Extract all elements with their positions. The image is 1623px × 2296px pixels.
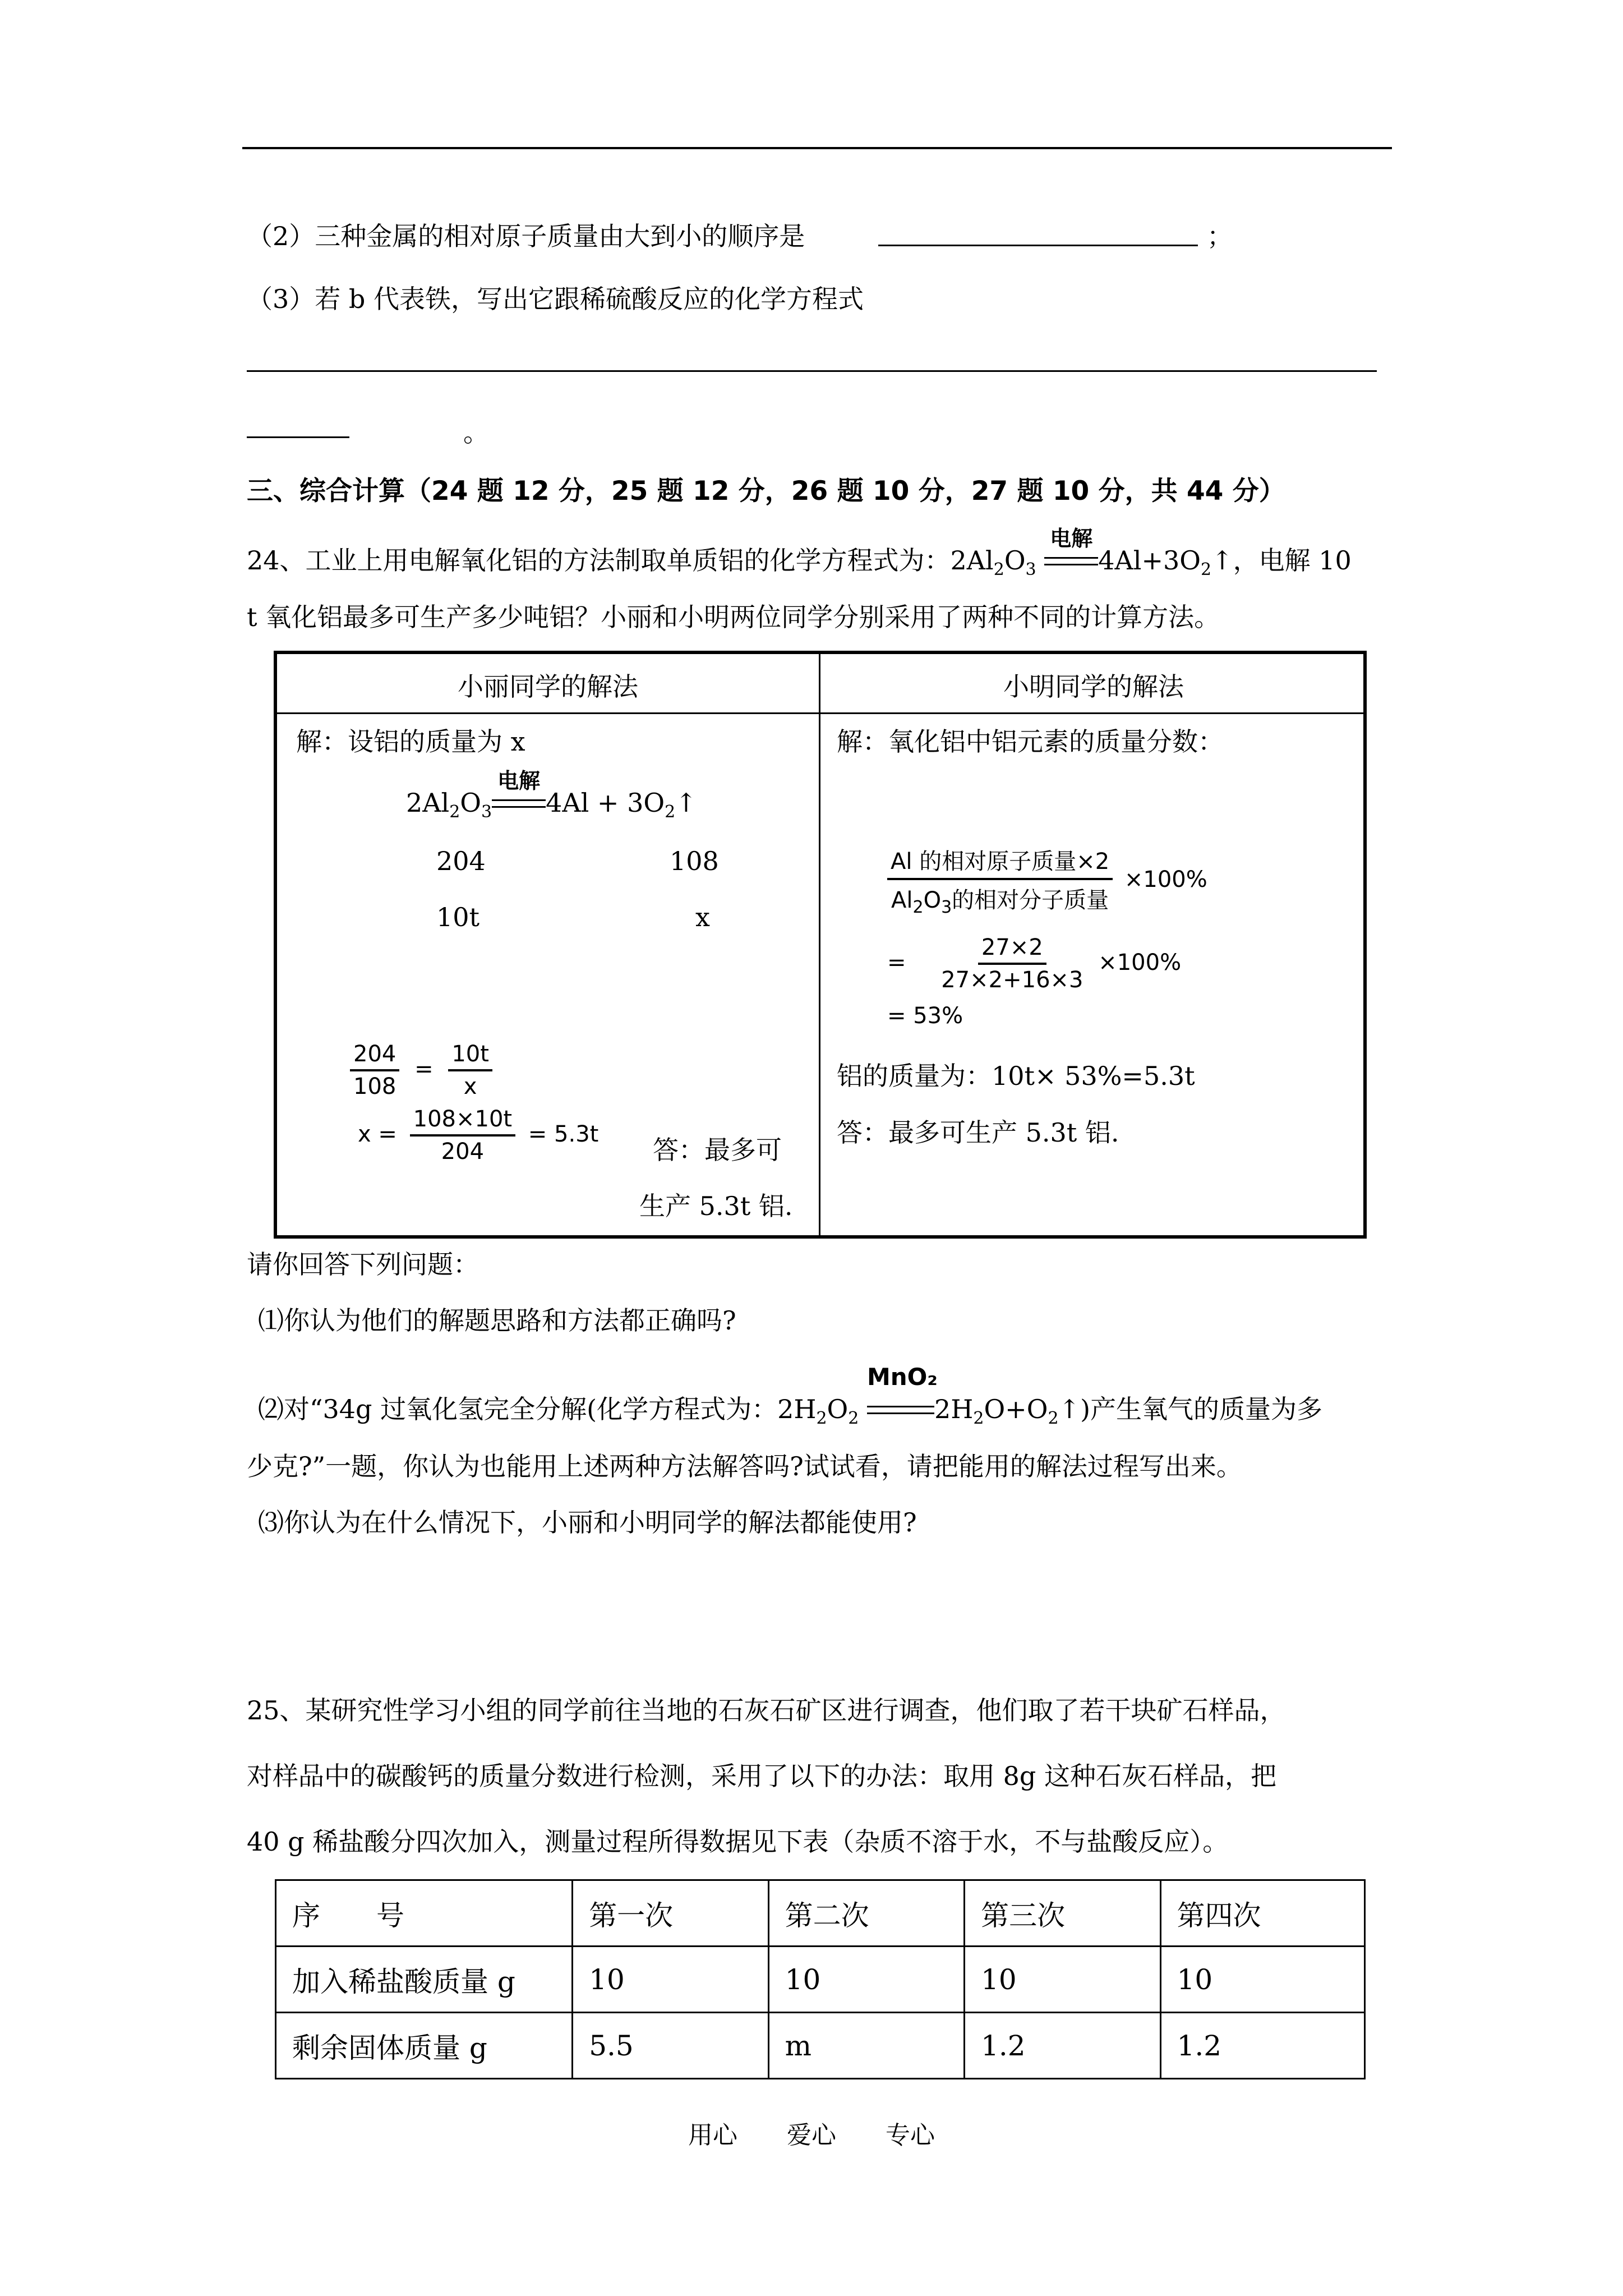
xiaoli-mass-2: 108 — [670, 846, 719, 876]
table-header-row — [276, 1880, 1365, 1947]
q24-prompt: 请你回答下列问题： — [247, 1249, 479, 1280]
xiaoli-mass-1: 204 — [436, 846, 486, 876]
q24-intro-line2: t 氧化铝最多可生产多少吨铝？小丽和小明两位同学分别采用了两种不同的计算方法。 — [247, 602, 1220, 632]
table-cell: 5.5 — [573, 2013, 768, 2079]
xiaoli-answer-1: 答：最多可 — [653, 1135, 782, 1165]
xiaoli-let: 解：设铝的质量为 x — [296, 726, 525, 757]
q23-answer-line-2 — [247, 436, 349, 438]
table-cell: 10 — [965, 1947, 1160, 2013]
electrolysis-condition-2: 电解 — [492, 794, 546, 816]
methods-table — [274, 651, 1367, 1239]
header-cell: 第三次 — [965, 1880, 1160, 1947]
xiaoli-given-1: 10t — [436, 902, 480, 932]
page-footer: 用心 爱心 专心 — [688, 2121, 935, 2150]
q25-line2: 对样品中的碳酸钙的质量分数进行检测，采用了以下的办法：取用 8g 这种石灰石样品，把 — [247, 1761, 1276, 1791]
q25-data-table — [275, 1879, 1366, 2079]
xiaoming-result: = 53% — [887, 1003, 963, 1029]
xiaoming-fraction-2: = $\frac{27\times 2}{27\times 2+16\times 3}$ ×100% — [887, 935, 1182, 993]
xiaoming-mass: 铝的质量为：10t× 53%=5.3t — [837, 1061, 1195, 1091]
xiaoli-proportion: $\frac{204}{108}$ = $\frac{10t}{x}$ — [350, 1041, 492, 1099]
table-row — [276, 1947, 1365, 2013]
xiaoming-intro: 解：氧化铝中铝元素的质量分数： — [837, 726, 1224, 757]
table-cell: 剩余固体质量 g — [276, 2013, 573, 2079]
header-cell: 序 号 — [276, 1880, 573, 1947]
xiaoming-fraction-1: $\frac{\text{Al 的相对原子质量×2}}{Al_2O_3的相对分子质量}$ ×100% — [887, 844, 1207, 917]
q25-line1: 25、某研究性学习小组的同学前往当地的石灰石矿区进行调查，他们取了若干块矿石样品， — [247, 1695, 1286, 1726]
table-cell: 1.2 — [965, 2013, 1160, 2079]
methods-header-left: 小丽同学的解法 — [458, 671, 638, 702]
xiaoli-equation: $2Al_2O_3$ 电解 $4Al + 3O_2↑$ — [406, 769, 697, 822]
table-row — [276, 2013, 1365, 2079]
header-cell: 第一次 — [573, 1880, 768, 1947]
methods-table-header-divider — [277, 712, 1363, 714]
table-cell: 1.2 — [1160, 2013, 1364, 2079]
table-cell: 10 — [1160, 1947, 1364, 2013]
table-cell: 加入稀盐酸质量 g — [276, 1947, 573, 2013]
q24-sub1: ⑴你认为他们的解题思路和方法都正确吗? — [258, 1305, 736, 1336]
q24-sub3: ⑶你认为在什么情况下，小丽和小明同学的解法都能使用? — [258, 1507, 917, 1538]
q23-period: 。 — [463, 417, 489, 448]
xiaoming-answer: 答：最多可生产 5.3t 铝. — [837, 1117, 1119, 1148]
q23-part2 — [247, 216, 805, 253]
table-cell: 10 — [768, 1947, 964, 2013]
q23-part2-blank — [878, 245, 1198, 246]
table-cell: m — [768, 2013, 964, 2079]
xiaoli-answer-2: 生产 5.3t 铝. — [639, 1191, 793, 1221]
methods-header-right: 小明同学的解法 — [1003, 671, 1184, 702]
header-rule — [242, 147, 1392, 149]
header-cell: 第四次 — [1160, 1880, 1364, 1947]
electrolysis-condition: 电解 — [1044, 551, 1098, 574]
xiaoli-given-2: x — [695, 902, 710, 932]
q23-part3: （3）若 b 代表铁，写出它跟稀硫酸反应的化学方程式 — [247, 284, 864, 314]
methods-table-col-divider — [819, 654, 820, 1235]
table-cell: 10 — [573, 1947, 768, 2013]
q23-answer-line-1 — [247, 370, 1377, 372]
catalyst-condition: MnO₂ — [867, 1400, 934, 1423]
q24-intro-line1: 24、工业上用电解氧化铝的方法制取单质铝的化学方程式为：$2Al_2O_3$ 电解 $4Al+3O_2↑$，电解 10 — [247, 526, 1352, 580]
q25-line3: 40 g 稀盐酸分四次加入，测量过程所得数据见下表（杂质不溶于水，不与盐酸反应）。 — [247, 1826, 1229, 1857]
q24-sub2-line1: ⑵对“34g 过氧化氢完全分解(化学方程式为：$2H_2O_2$ MnO₂ $2H_2O+O_2↑$)产生氧气的质量为多 — [258, 1363, 1323, 1429]
q23-part2-text: （2）三种金属的相对原子质量由大到小的顺序是 — [247, 221, 805, 251]
q24-sub2-line2: 少克?”一题，你认为也能用上述两种方法解答吗?试试看，请把能用的解法过程写出来。 — [247, 1451, 1242, 1481]
xiaoli-solve-x: x = $\frac{108\times 10t}{204}$ = 5.3t — [358, 1106, 599, 1165]
header-cell: 第二次 — [768, 1880, 964, 1947]
q23-part2-end: ； — [1207, 221, 1233, 251]
section3-heading: 三、综合计算（24 题 12 分，25 题 12 分，26 题 10 分，27 题 10 分，共 44 分） — [247, 476, 1285, 507]
